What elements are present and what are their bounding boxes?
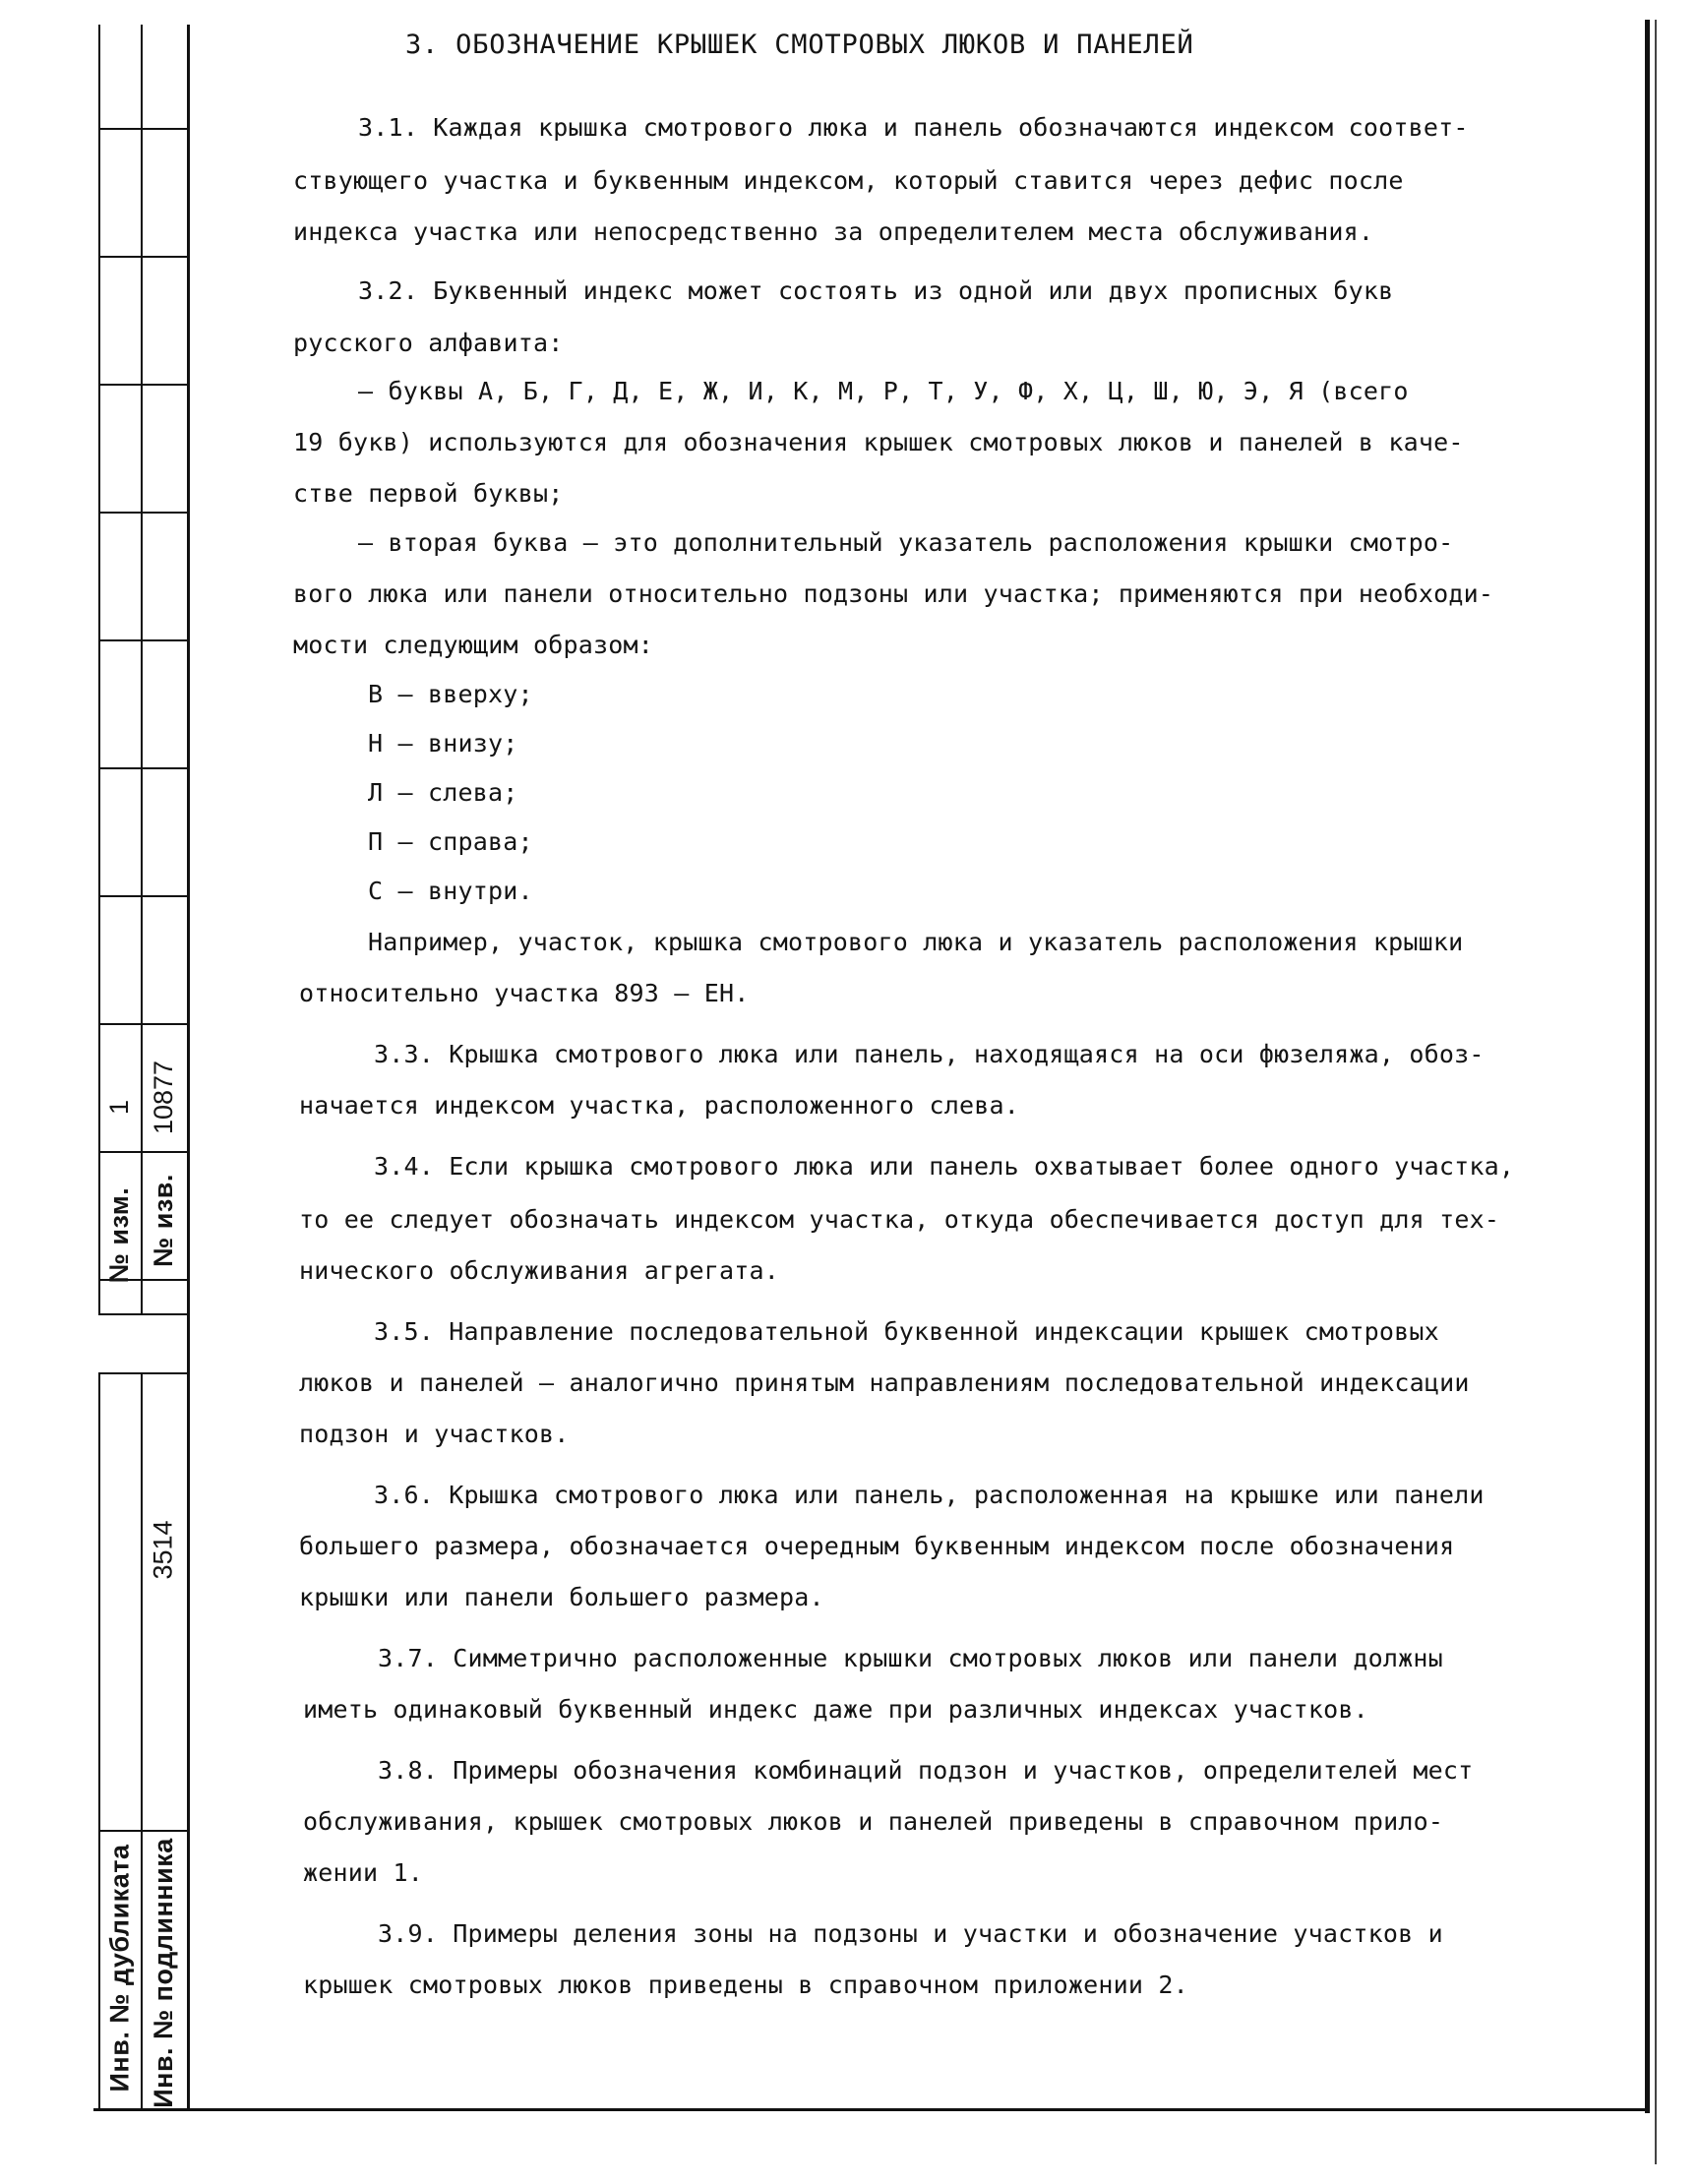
- text-line: 3.1. Каждая крышка смотрового люка и панель обозначаются индексом соответ-: [358, 113, 1469, 142]
- stamp-hline-4: [98, 512, 187, 514]
- stamp-izv-number-cell: [141, 1043, 187, 1151]
- stamp-podlinnik-cell: [141, 1837, 187, 2108]
- stamp-dublikat-cell: [98, 1840, 141, 2095]
- stamp-podlinnik-value: 3514: [149, 1519, 179, 1580]
- text-line: начается индексом участка, расположенного слева.: [299, 1091, 1020, 1120]
- stamp-izv-label: № изв.: [149, 1173, 178, 1267]
- text-line: ствующего участка и буквенным индексом, который ставится через дефис после: [293, 166, 1404, 195]
- frame-right-border: [1645, 20, 1650, 2113]
- text-line: 3.5. Направление последовательной буквенной индексации крышек смотровых: [374, 1317, 1439, 1346]
- text-line: относительно участка 893 – ЕН.: [299, 979, 750, 1007]
- stamp-hline-9: [98, 1151, 187, 1153]
- stamp-hline-5: [98, 639, 187, 641]
- text-line: индекса участка или непосредственно за определителем места обслуживания.: [293, 217, 1374, 246]
- stamp-hline-3: [98, 384, 187, 386]
- page-edge-right: [1655, 20, 1657, 2164]
- stamp-izm-value-cell: [141, 1161, 187, 1279]
- stamp-lower-hline: [98, 1830, 187, 1832]
- text-line: 3.3. Крышка смотрового люка или панель, находящаяся на оси фюзеляжа, обоз-: [374, 1040, 1485, 1068]
- text-line: крышки или панели большего размера.: [299, 1583, 824, 1611]
- text-line: 3.4. Если крышка смотрового люка или панель охватывает более одного участка,: [374, 1152, 1515, 1181]
- text-line: Н – внизу;: [368, 729, 518, 758]
- text-line: В – вверху;: [368, 680, 533, 708]
- text-line: П – справа;: [368, 827, 533, 856]
- stamp-izv-value: 10877: [149, 1060, 178, 1134]
- stamp-dublikat-label: Инв. № дубликата: [104, 1844, 134, 2092]
- text-line: мости следующим образом:: [293, 631, 654, 659]
- text-line: Например, участок, крышка смотрового люка и указатель расположения крышки: [368, 928, 1464, 956]
- stamp-izm-number-cell: [98, 1062, 141, 1151]
- text-line: 3.6. Крышка смотрового люка или панель, расположенная на крышке или панели: [374, 1481, 1485, 1509]
- text-line: нического обслуживания агрегата.: [299, 1256, 780, 1285]
- text-line: то ее следует обозначать индексом участка, откуда обеспечивается доступ для тех-: [299, 1205, 1500, 1234]
- text-line: вого люка или панели относительно подзоны или участка; применяются при необходи-: [293, 579, 1494, 608]
- stamp-izm-value: 1: [104, 1099, 134, 1115]
- stamp-hline-1: [98, 128, 187, 130]
- stamp-hline-8: [98, 1023, 187, 1025]
- stamp-upper-bottom: [98, 1313, 187, 1315]
- text-line: Л – слева;: [368, 778, 518, 807]
- stamp-podlinnik-label: Инв. № подлинника: [149, 1837, 178, 2108]
- text-line: обслуживания, крышек смотровых люков и панелей приведены в справочном прило-: [303, 1807, 1444, 1836]
- text-line: 19 букв) используются для обозначения крышек смотровых люков и панелей в каче-: [293, 428, 1464, 456]
- text-line: русского алфавита:: [293, 329, 564, 357]
- text-line: иметь одинаковый буквенный индекс даже при различных индексах участков.: [303, 1695, 1368, 1724]
- text-line: жении 1.: [303, 1858, 424, 1887]
- stamp-lower-top: [98, 1372, 187, 1374]
- stamp-izm-label: № изм.: [104, 1186, 135, 1283]
- text-line: С – внутри.: [368, 877, 533, 905]
- text-line: 3.7. Симметрично расположенные крышки смотровых люков или панели должны: [378, 1644, 1443, 1672]
- stamp-hline-7: [98, 895, 187, 897]
- stamp-izm-label-cell: [98, 1161, 141, 1308]
- text-line: большего размера, обозначается очередным буквенным индексом после обозначения: [299, 1532, 1455, 1560]
- text-line: 3.8. Примеры обозначения комбинаций подзон и участков, определителей мест: [378, 1756, 1474, 1785]
- text-line: 3.9. Примеры деления зоны на подзоны и участки и обозначение участков и: [378, 1919, 1443, 1948]
- frame-left-border: [187, 25, 190, 2110]
- text-line: – буквы А, Б, Г, Д, Е, Ж, И, К, М, Р, Т, У, Ф, Х, Ц, Ш, Ю, Э, Я (всего: [358, 377, 1409, 405]
- section-heading: 3. ОБОЗНАЧЕНИЕ КРЫШЕК СМОТРОВЫХ ЛЮКОВ И ПАНЕЛЕЙ: [405, 30, 1194, 60]
- text-line: люков и панелей – аналогично принятым направлениям последовательной индексации: [299, 1368, 1470, 1397]
- text-line: 3.2. Буквенный индекс может состоять из одной или двух прописных букв: [358, 276, 1394, 305]
- text-line: – вторая буква – это дополнительный указатель расположения крышки смотро-: [358, 528, 1454, 557]
- stamp-hline-6: [98, 767, 187, 769]
- text-line: стве первой буквы;: [293, 479, 564, 508]
- stamp-podlinnik-number-cell: [141, 1466, 187, 1633]
- text-line: подзон и участков.: [299, 1420, 570, 1448]
- stamp-hline-2: [98, 256, 187, 258]
- frame-bottom-border: [93, 2108, 1648, 2111]
- text-line: крышек смотровых люков приведены в справочном приложении 2.: [303, 1971, 1188, 1999]
